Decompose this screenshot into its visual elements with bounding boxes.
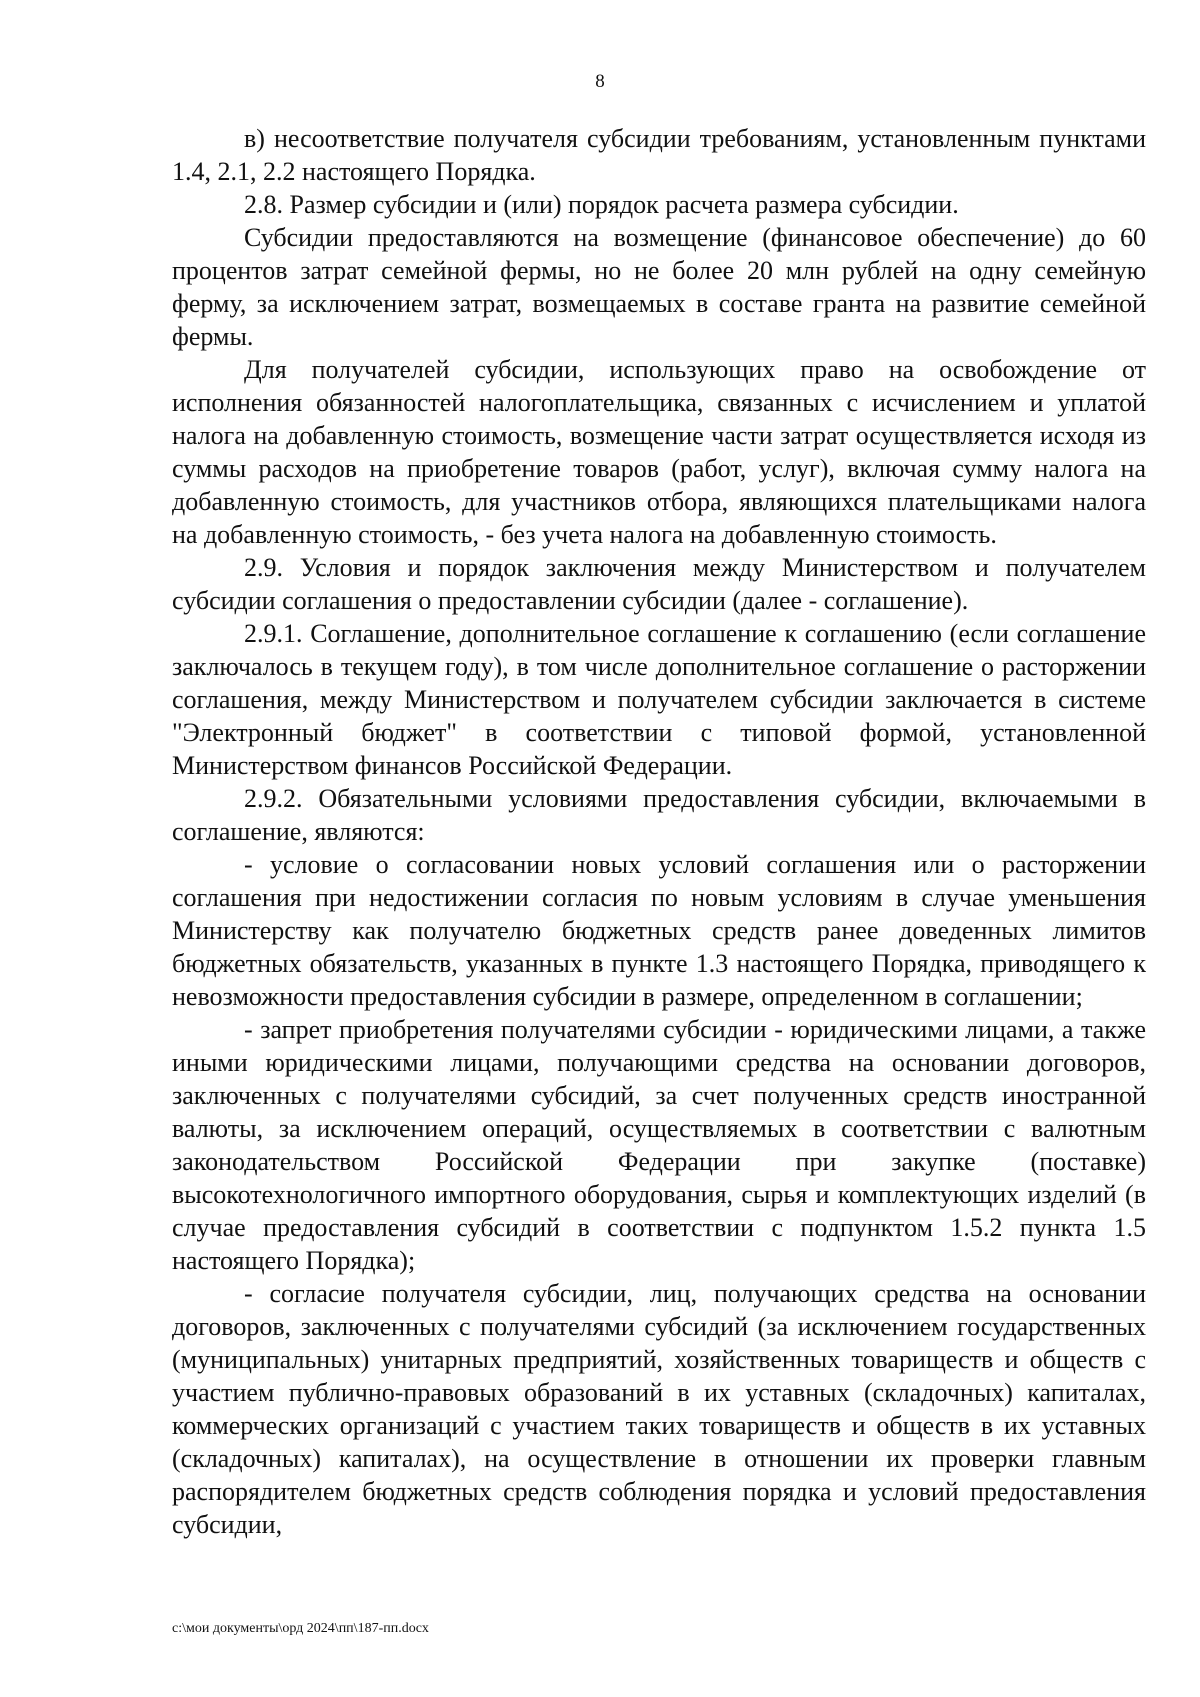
document-body bbox=[172, 122, 1146, 1541]
list-item-condition-agreement: - условие о согласовании новых условий соглашения или о расторжении соглашения при недостижении согласия по новым условиям в случае уменьшения Министерству как получателю бюджетных средств ранее доведенных лимитов бюджетных обязательств, указанных в пункте 1.3 настоящего Порядка, приводящего к невозможности предоставления субсидии в размере, определенном в соглашении; bbox=[172, 850, 1146, 1011]
paragraph-vat-exemption: Для получателей субсидии, использующих право на освобождение от исполнения обязанностей налогоплательщика, связанных с исчислением и уплатой налога на добавленную стоимость, возмещение части затрат осуществляется исходя из суммы расходов на приобретение товаров (работ, услуг), включая сумму налога на добавленную стоимость, для участников отбора, являющихся плательщиками налога на добавленную стоимость, - без учета налога на добавленную стоимость. bbox=[172, 355, 1146, 549]
paragraph-subsidy-amount: Субсидии предоставляются на возмещение (финансовое обеспечение) до 60 процентов затрат семейной фермы, но не более 20 млн рублей на одну семейную ферму, за исключением затрат, возмещаемых в составе гранта на развитие семейной фермы. bbox=[172, 223, 1146, 351]
paragraph-2-9-2: 2.9.2. Обязательными условиями предоставления субсидии, включаемыми в соглашение, являются: bbox=[172, 784, 1146, 846]
paragraph-2-9-1: 2.9.1. Соглашение, дополнительное соглашение к соглашению (если соглашение заключалось в текущем году), в том числе дополнительное соглашение о расторжении соглашения, между Министерством и получателем субсидии заключается в системе "Электронный бюджет" в соответствии с типовой формой, установленной Министерством финансов Российской Федерации. bbox=[172, 619, 1146, 780]
list-item-currency-ban: - запрет приобретения получателями субсидии - юридическими лицами, а также иными юридическими лицами, получающими средства на основании договоров, заключенных с получателями субсидий, за счет полученных средств иностранной валюты, за исключением операций, осуществляемых в соответствии с валютным законодательством Российской Федерации при закупке (поставке) высокотехнологичного импортного оборудования, сырья и комплектующих изделий (в случае предоставления субсидий в соответствии с подпунктом 1.5.2 пункта 1.5 настоящего Порядка); bbox=[172, 1015, 1146, 1275]
list-item-consent-inspection: - согласие получателя субсидии, лиц, получающих средства на основании договоров, заключенных с получателями субсидий (за исключением государственных (муниципальных) унитарных предприятий, хозяйственных товариществ и обществ с участием публично-правовых образований в их уставных (складочных) капиталах, коммерческих организаций с участием таких товариществ и обществ в их уставных (складочных) капиталах), на осуществление в отношении их проверки главным распорядителем бюджетных средств соблюдения порядка и условий предоставления субсидии, bbox=[172, 1279, 1146, 1539]
paragraph-2-9-heading: 2.9. Условия и порядок заключения между Министерством и получателем субсидии соглашения о предоставлении субсидии (далее - соглашение). bbox=[172, 553, 1146, 615]
paragraph-2-8-heading: 2.8. Размер субсидии и (или) порядок расчета размера субсидии. bbox=[244, 190, 959, 219]
footer-file-path: c:\мои документы\орд 2024\пп\187-пп.docx bbox=[172, 1621, 429, 1636]
paragraph-subitem-v: в) несоответствие получателя субсидии требованиям, установленным пунктами 1.4, 2.1, 2.2 настоящего Порядка. bbox=[172, 124, 1146, 186]
page-number: 8 bbox=[595, 71, 605, 92]
